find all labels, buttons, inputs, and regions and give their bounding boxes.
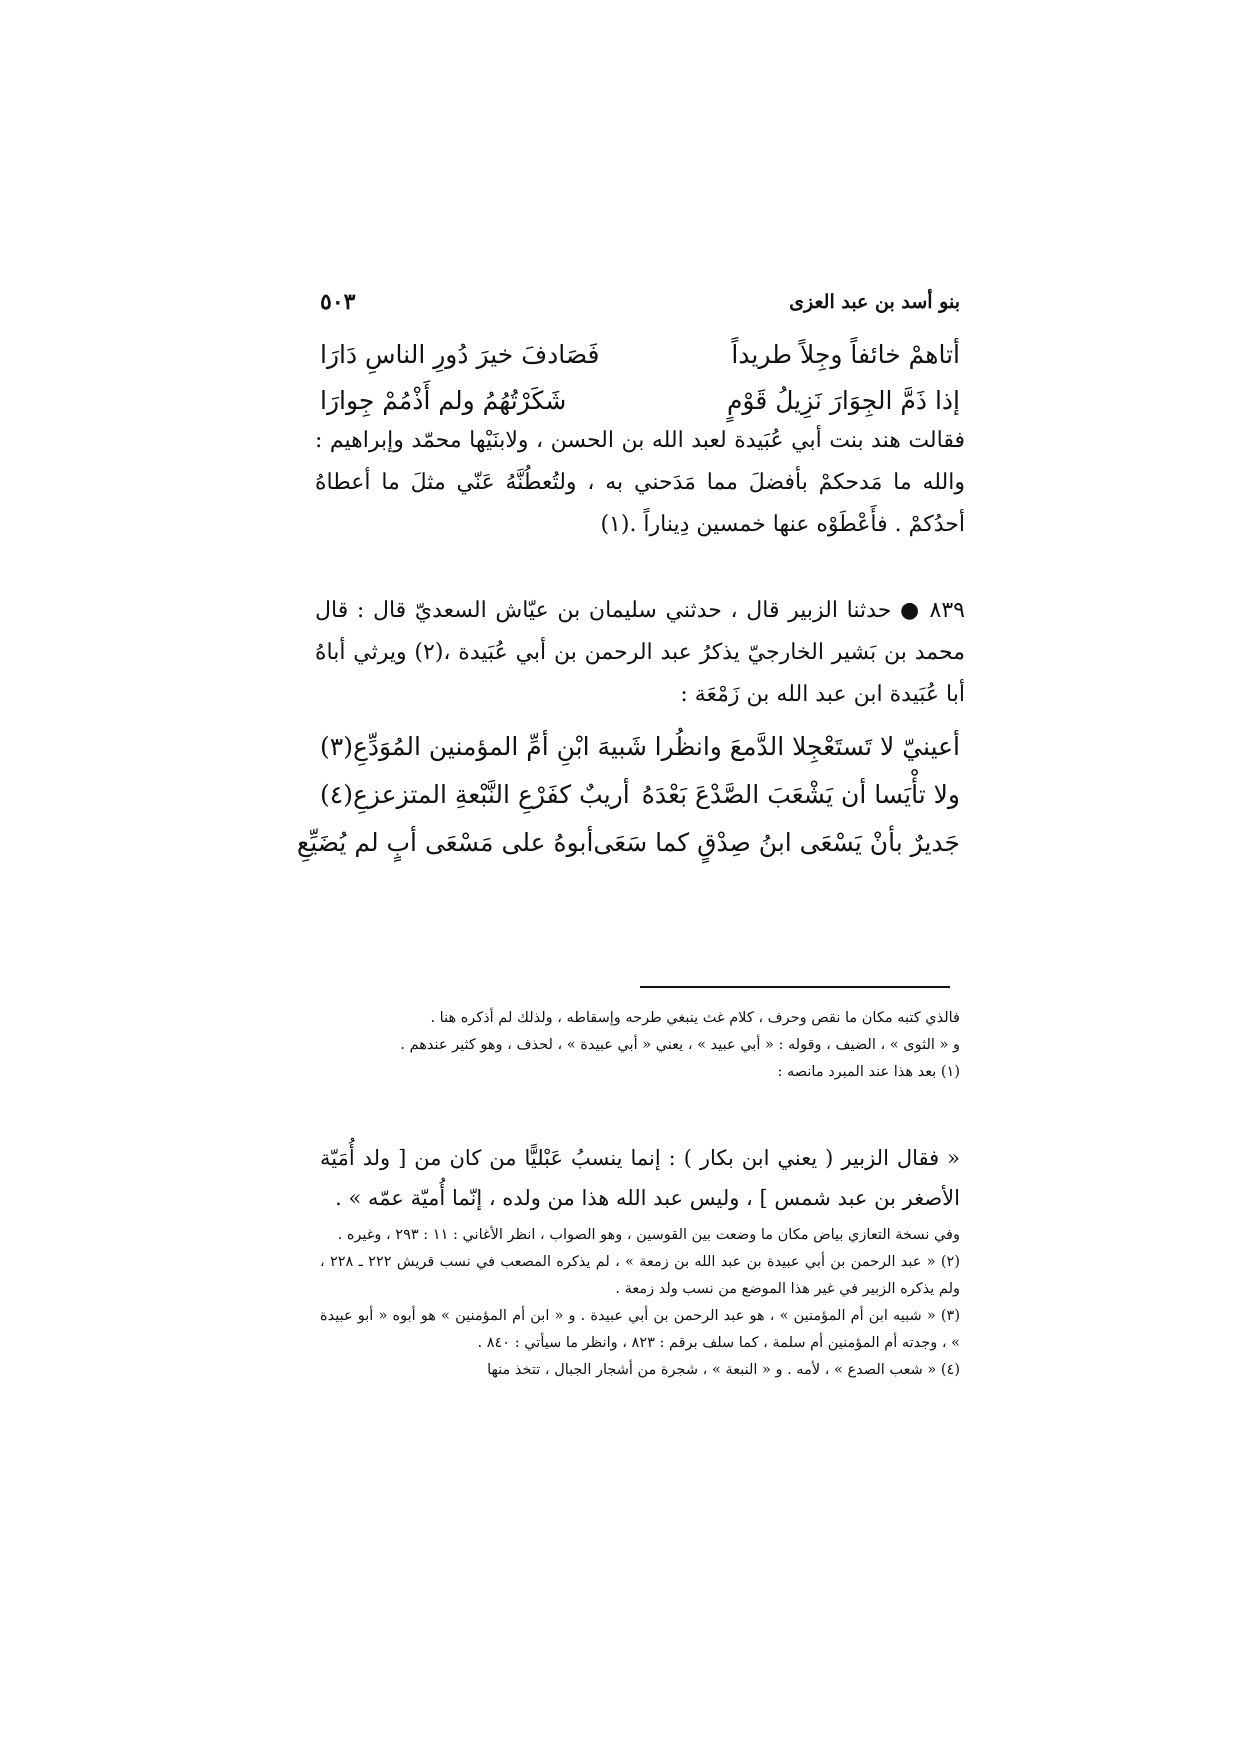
poem2-verse-3-second-hemistich: أبوهُ على مَسْعَى أبٍ لم يُضَيِّعِ (296, 827, 594, 857)
poem2-verse-1-second-hemistich: شَبيهَ ابْنِ أمِّ المؤمنين المُوَدِّعِ(٣) (320, 731, 647, 761)
footnote-continuation-line-1: فالذي كتبه مكان ما نقص وحرف ، كلام غث ينبغي طرحه وإسقاطه ، ولذلك لم أذكره هنا . (430, 1010, 960, 1026)
footnote-1-note: وفي نسخة التعازي بياض مكان ما وضعت بين القوسين ، وهو الصواب ، انظر الأغاني : ١١ : ٢٩٣ ، وغيره . (337, 1227, 960, 1243)
running-title: بنو أسد بن عبد العزى (789, 291, 960, 313)
page-number: ٥٠٣ (320, 289, 356, 315)
poem1-verse-2 (320, 378, 960, 422)
footnotes-rest (320, 1222, 960, 1384)
paragraph-hind: فقالت هند بنت أبي عُبَيدة لعبد الله بن الحسن ، ولابنَيْها محمّد وإبراهيم : والله ما مَدحكمْ بأفضلَ مما مَدَحني به ، ولتُعطُنَّهُ عَنّي مثلَ ما أعطاهُ أحدُكمْ . فأَعْطَوْه عنها خمسين دِيناراً .(١) (315, 428, 965, 537)
poem1-verse-1-first-hemistich: أتاهمْ خائفاً وجِلاً طريداً (731, 339, 960, 369)
poem2-verse-3 (296, 820, 960, 864)
footnote-4: (٤) « شعب الصدع » ، لأمه . و « النبعة » ، شجرة من أشجار الجبال ، تتخذ منها (487, 1362, 960, 1378)
footnote-3: (٣) « شبيه ابن أم المؤمنين » ، هو عبد الرحمن بن أبي عبيدة . و « ابن أم المؤمنين » هو أبوه « أبو عبيدة » ، وجدته أم المؤمنين أم سلمة ، كما سلف برقم : ٨٢٣ ، وانظر ما سيأتي : ٨٤٠ . (320, 1308, 960, 1351)
footnote-2: (٢) « عبد الرحمن بن أبي عبيدة بن عبد الله بن زمعة » ، لم يذكره المصعب في نسب قريش ٢٢٢ ـ ٢٢٨ ، ولم يذكره الزبير في غير هذا الموضع من نسب ولد زمعة . (320, 1254, 960, 1297)
footnote-separator (640, 986, 950, 988)
footnote-continuation (320, 1005, 960, 1086)
footnote-continuation-line-2: و « الثوى » ، الضيف ، وقوله : « أبي عبيد » ، يعني « أبي عبيدة » ، لحذف ، وهو كثير عندهم . (400, 1037, 960, 1053)
footnote-1-quote: « فقال الزبير ( يعني ابن بكار ) : إنما ينسبُ عَبْليًّا من كان من [ ولد أُمَيّة الأصغر بن عبد شمس ] ، وليس عبد الله هذا من ولده ، إنّما أُميّة عمّه » . (320, 1146, 960, 1210)
poem2-verse-1 (320, 724, 960, 768)
poem2-verse-2-first-hemistich: ولا تأْيَسا أن يَشْعَبَ الصَّدْعَ بَعْدَهُ (641, 779, 960, 809)
footnote-1-intro: (١) بعد هذا عند المبرد مانصه : (777, 1064, 960, 1080)
poem2-verse-2 (320, 772, 960, 816)
poem2-verse-3-first-hemistich: جَديرٌ بأنْ يَسْعَى ابنُ صِدْقٍ كما سَعَى (593, 827, 960, 857)
poem2-verse-2-second-hemistich: أريبٌ كفَرْعِ النَّبْعةِ المتزعزعِ(٤) (320, 779, 630, 809)
poem1-verse-2-first-hemistich: إذا ذَمَّ الجِوَارَ نَزِيلُ قَوْمٍ (726, 385, 960, 415)
paragraph-839: ٨٣٩ ● حدثنا الزبير قال ، حدثني سليمان بن عيّاش السعديّ قال : قال محمد بن بَشير الخارجيّ يذكرُ عبد الرحمن بن أبي عُبَيدة ،(٢) ويرثي أباهُ أبا عُبَيدة ابن عبد الله بن زَمْعَة : (315, 598, 965, 707)
page-header (320, 282, 960, 322)
poem1-verse-2-second-hemistich: شَكَرْتُهُمُ ولم أَذْمُمْ جِوارَا (320, 385, 567, 415)
poem1-verse-1 (320, 332, 960, 376)
poem1-verse-1-second-hemistich: فَصَادفَ خيرَ دُورِ الناسِ دَارَا (320, 339, 600, 369)
poem2-verse-1-first-hemistich: أعينيّ لا تَستَعْجِلا الدَّمعَ وانظُرا (654, 731, 960, 761)
